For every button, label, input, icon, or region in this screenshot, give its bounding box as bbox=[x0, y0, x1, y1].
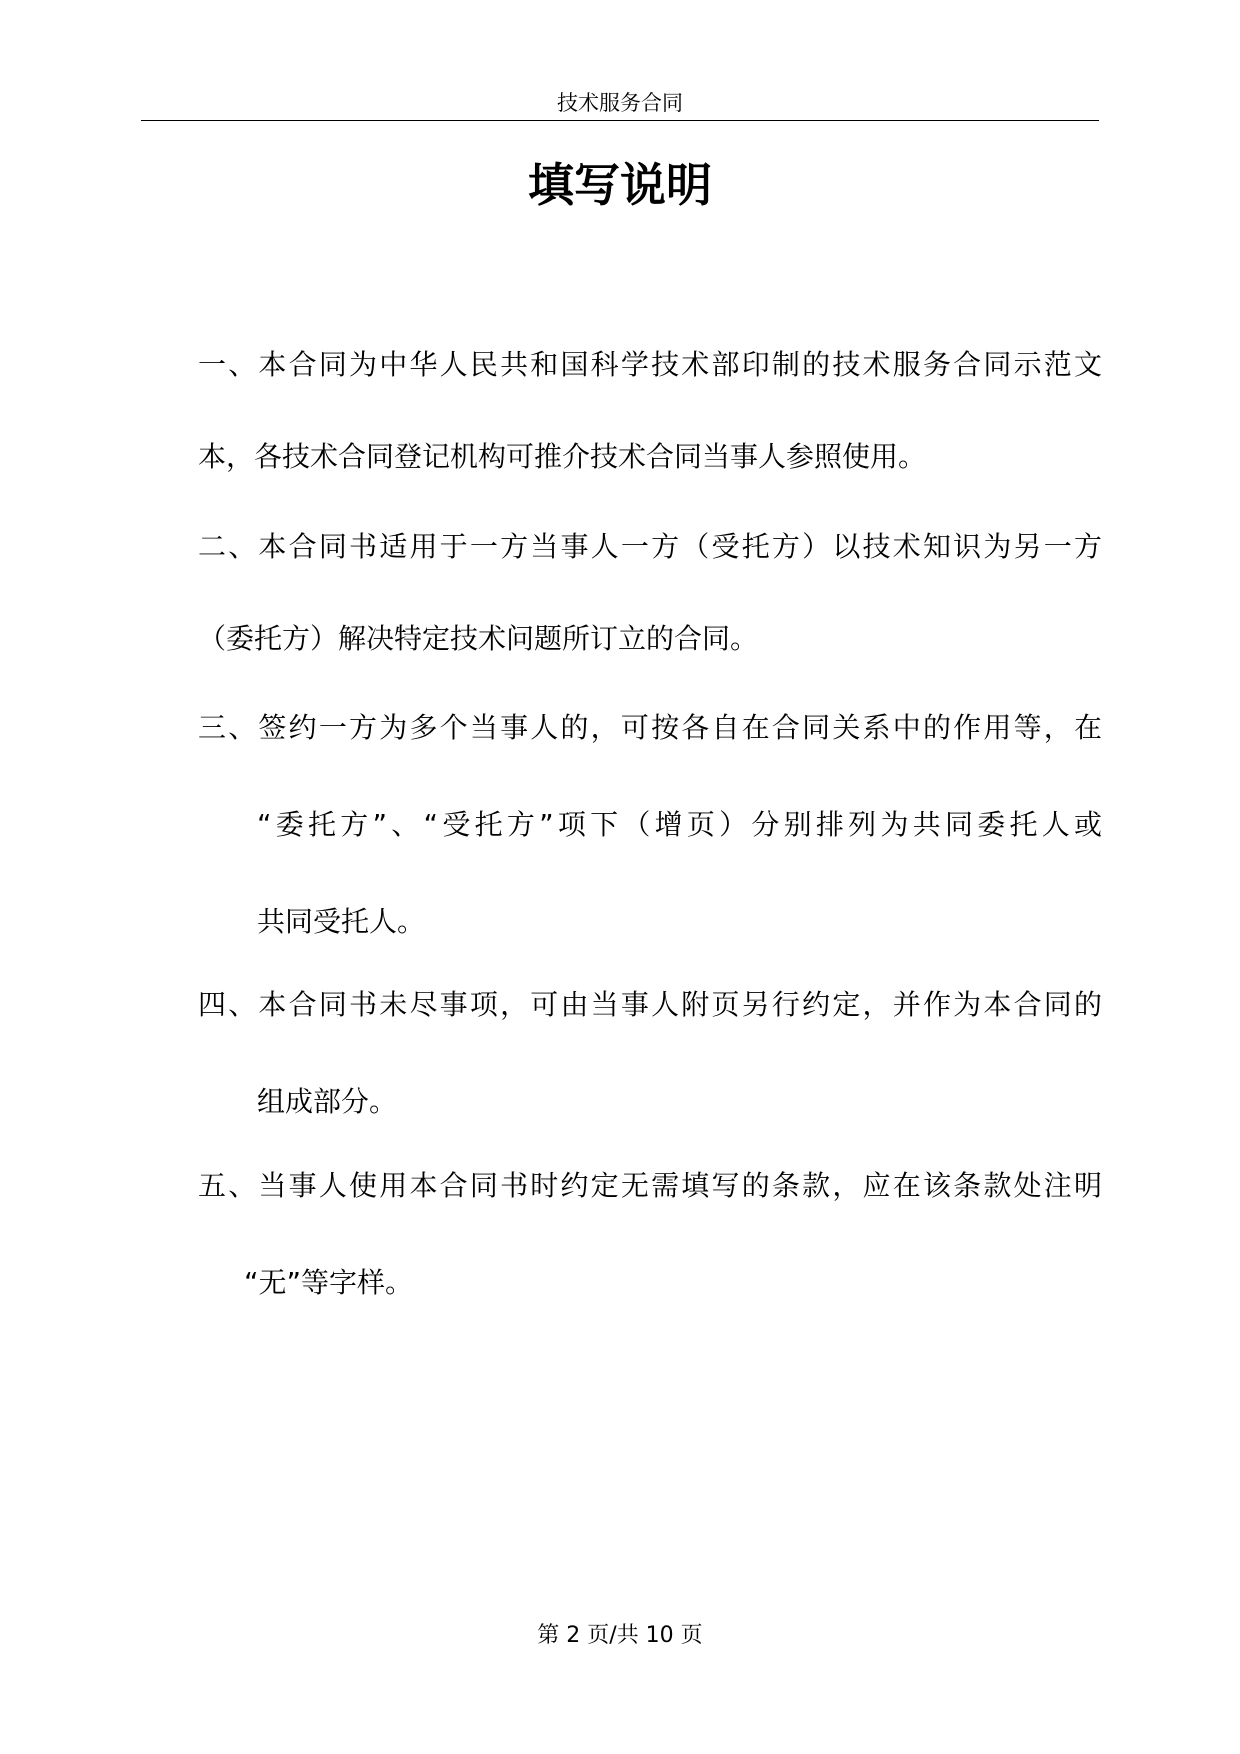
page-number: 第 2 页/共 10 页 bbox=[537, 1623, 703, 1648]
item-4-line-2: 组成部分。 bbox=[257, 1085, 398, 1118]
item-2-line-2: （委托方）解决特定技术问题所订立的合同。 bbox=[198, 622, 759, 655]
header-title: 技术服务合同 bbox=[557, 91, 683, 115]
item-5-line-1: 五、当事人使用本合同书时约定无需填写的条款，应在该条款处注明 bbox=[198, 1169, 1102, 1202]
item-3-line-3: 共同受托人。 bbox=[257, 905, 426, 938]
page-title: 填写说明 bbox=[528, 158, 712, 212]
item-4-line-1: 四、本合同书未尽事项，可由当事人附页另行约定，并作为本合同的 bbox=[198, 988, 1102, 1021]
page-header bbox=[141, 86, 1099, 121]
item-1-line-2: 本，各技术合同登记机构可推介技术合同当事人参照使用。 bbox=[198, 440, 927, 473]
item-2-line-1: 二、本合同书适用于一方当事人一方（受托方）以技术知识为另一方 bbox=[198, 530, 1102, 563]
item-3-line-1: 三、签约一方为多个当事人的，可按各自在合同关系中的作用等，在 bbox=[198, 711, 1102, 744]
item-3-line-2: “委托方”、“受托方”项下（增页）分别排列为共同委托人或 bbox=[257, 808, 1102, 841]
item-1-line-1: 一、本合同为中华人民共和国科学技术部印制的技术服务合同示范文 bbox=[198, 348, 1102, 381]
item-5-line-2: “无”等字样。 bbox=[244, 1266, 414, 1299]
